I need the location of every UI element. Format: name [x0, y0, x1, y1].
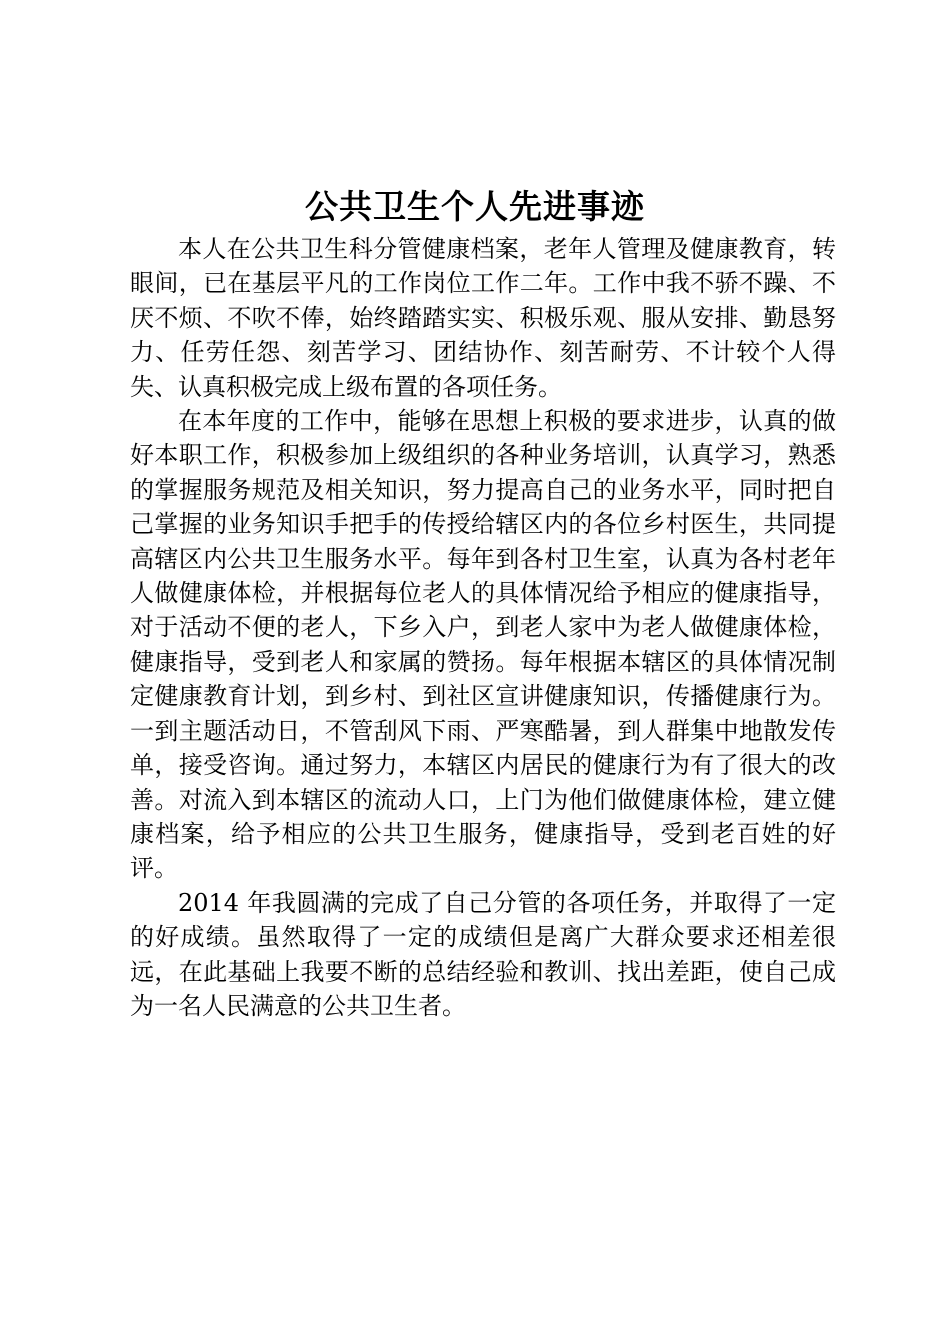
paragraph-1: 本人在公共卫生科分管健康档案，老年人管理及健康教育，转眼间，已在基层平凡的工作岗位工作二年。工作中我不骄不躁、不厌不烦、不吹不俸，始终踏踏实实、积极乐观、服从安排、勤恳努力、任劳任怨、刻苦学习、团结协作、刻苦耐劳、不计较个人得失、认真积极完成上级布置的各项任务。 [130, 235, 836, 401]
paragraph-3: 2014 年我圆满的完成了自己分管的各项任务，并取得了一定的好成绩。虽然取得了一定的成绩但是离广大群众要求还相差很远，在此基础上我要不断的总结经验和教训、找出差距，使自己成为一名人民满意的公共卫生者。 [130, 888, 836, 1020]
document-title: 公共卫生个人先进事迹 [305, 187, 645, 226]
paragraph-2: 在本年度的工作中，能够在思想上积极的要求进步，认真的做好本职工作，积极参加上级组织的各种业务培训，认真学习，熟悉的掌握服务规范及相关知识，努力提高自己的业务水平，同时把自己掌握的业务知识手把手的传授给辖区内的各位乡村医生，共同提高辖区内公共卫生服务水平。每年到各村卫生室，认真为各村老年人做健康体检，并根据每位老人的具体情况给予相应的健康指导，对于活动不便的老人，下乡入户，到老人家中为老人做健康体检，健康指导，受到老人和家属的赞扬。每年根据本辖区的具体情况制定健康教育计划，到乡村、到社区宣讲健康知识，传播健康行为。一到主题活动日，不管刮风下雨、严寒酷暑，到人群集中地散发传单，接受咨询。通过努力，本辖区内居民的健康行为有了很大的改善。对流入到本辖区的流动人口，上门为他们做健康体检，建立健康档案，给予相应的公共卫生服务，健康指导，受到老百姓的好评。 [130, 407, 836, 883]
document-body [130, 232, 836, 1023]
